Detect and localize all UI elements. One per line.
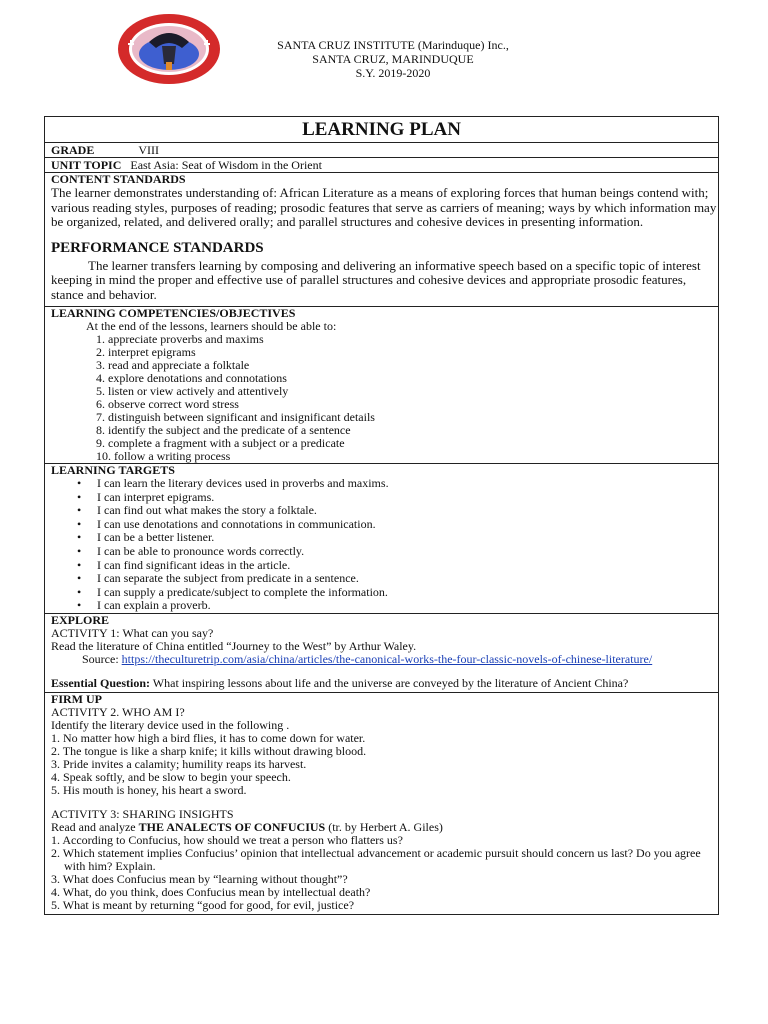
target-item: • I can separate the subject from predicate in a sentence. bbox=[79, 572, 718, 586]
competencies-section bbox=[45, 306, 718, 463]
competency-item: 1. appreciate proverbs and maxims bbox=[96, 332, 264, 346]
target-item: • I can find significant ideas in the article. bbox=[79, 559, 718, 573]
content-standards-label: CONTENT STANDARDS bbox=[51, 172, 186, 186]
target-item: • I can learn the literary devices used in proverbs and maxims. bbox=[79, 477, 718, 491]
competency-item: 5. listen or view actively and attentively bbox=[96, 384, 289, 398]
activity3-instruction-post: (tr. by Herbert A. Giles) bbox=[325, 819, 443, 834]
competency-item: 8. identify the subject and the predicate of a sentence bbox=[96, 423, 351, 437]
firm-up-section bbox=[45, 692, 718, 914]
unit-topic-value: East Asia: Seat of Wisdom in the Orient bbox=[130, 158, 322, 172]
performance-standards-body: The learner transfers learning by composing and delivering an informative speech based on a specific topic of interest keeping in mind the proper and effective use of parallel structures and cohesive devices and appropriate prosodic features, stance and behavior. bbox=[51, 257, 701, 302]
essential-question bbox=[51, 677, 718, 690]
performance-standards-text bbox=[51, 259, 718, 303]
competencies-intro: At the end of the lessons, learners should be able to: bbox=[86, 319, 337, 333]
targets-list bbox=[51, 477, 718, 613]
activity2-item: 1. No matter how high a bird flies, it has to come down for water. bbox=[51, 730, 366, 745]
essential-question-label: Essential Question: bbox=[51, 675, 151, 690]
activity3-item: 4. What, do you think, does Confucius mean by intellectual death? bbox=[51, 884, 371, 899]
competency-item: 3. read and appreciate a folktale bbox=[96, 358, 250, 372]
school-header bbox=[0, 38, 768, 80]
target-item: • I can be a better listener. bbox=[79, 531, 718, 545]
school-location: SANTA CRUZ, MARINDUQUE bbox=[312, 52, 474, 66]
competency-item: 7. distinguish between significant and insignificant details bbox=[96, 410, 375, 424]
plan-title: LEARNING PLAN bbox=[302, 119, 461, 140]
analects-title: THE ANALECTS OF CONFUCIUS bbox=[138, 819, 326, 834]
target-item: • I can find out what makes the story a folktale. bbox=[79, 504, 718, 518]
school-year: S.Y. 2019-2020 bbox=[355, 66, 431, 80]
competency-item: 4. explore denotations and connotations bbox=[96, 371, 287, 385]
competency-item: 10. follow a writing process bbox=[96, 449, 231, 463]
activity3-item: 2. Which statement implies Confucius’ opinion that intellectual advancement or academic pursuit should concern us last? Do you agree with him? Explain. bbox=[51, 845, 701, 873]
activity2-item: 3. Pride invites a calamity; humility reaps its harvest. bbox=[51, 756, 307, 771]
target-item: • I can explain a proverb. bbox=[79, 599, 718, 613]
activity3-instruction bbox=[51, 821, 718, 834]
performance-standards-label: PERFORMANCE STANDARDS bbox=[51, 239, 264, 256]
competencies-label: LEARNING COMPETENCIES/OBJECTIVES bbox=[51, 306, 296, 320]
activity2-item: 5. His mouth is honey, his heart a sword. bbox=[51, 782, 247, 797]
firm-up-label: FIRM UP bbox=[51, 691, 102, 706]
essential-question-text: What inspiring lessons about life and the universe are conveyed by the literature of Ancient China? bbox=[150, 675, 629, 690]
activity2-instruction: Identify the literary device used in the following . bbox=[51, 717, 290, 732]
explore-section bbox=[45, 613, 718, 692]
grade-row bbox=[45, 142, 718, 157]
explore-source bbox=[51, 653, 718, 666]
activity3-item: 3. What does Confucius mean by “learning without thought”? bbox=[51, 871, 348, 886]
activity2-list bbox=[51, 732, 718, 797]
target-item: • I can interpret epigrams. bbox=[79, 491, 718, 505]
content-standards-text: The learner demonstrates understanding of: African Literature as a means of exploring forces that human beings contend with; various reading styles, purposes of reading; prosodic features that serve as carriers of meaning; ways by which information may be organized, related, and delivered orally; and parallel structures and cohesive devices in presenting information. bbox=[51, 185, 717, 229]
unit-topic-label: UNIT TOPIC bbox=[51, 158, 122, 172]
activity3-item: 1. According to Confucius, how should we treat a person who flatters us? bbox=[51, 832, 403, 847]
activity2-item: 2. The tongue is like a sharp knife; it kills without drawing blood. bbox=[51, 743, 367, 758]
targets-label: LEARNING TARGETS bbox=[51, 463, 175, 477]
competency-item: 9. complete a fragment with a subject or a predicate bbox=[96, 436, 345, 450]
activity3-item: 5. What is meant by returning “good for good, for evil, justice? bbox=[51, 897, 355, 912]
explore-activity: ACTIVITY 1: What can you say? bbox=[51, 625, 214, 640]
explore-instruction: Read the literature of China entitled “Journey to the West” by Arthur Waley. bbox=[51, 638, 417, 653]
unit-topic-row bbox=[45, 157, 718, 172]
competencies-list bbox=[51, 333, 718, 463]
target-item: • I can be able to pronounce words correctly. bbox=[79, 545, 718, 559]
source-label: Source: bbox=[82, 651, 119, 666]
competency-item: 2. interpret epigrams bbox=[96, 345, 196, 359]
targets-section bbox=[45, 463, 718, 613]
source-link[interactable]: https://theculturetrip.com/asia/china/articles/the-canonical-works-the-four-classic-novels-of-chinese-literature/ bbox=[121, 651, 653, 666]
activity2-item: 4. Speak softly, and be slow to begin your speech. bbox=[51, 769, 291, 784]
explore-label: EXPLORE bbox=[51, 612, 110, 627]
competency-item: 6. observe correct word stress bbox=[96, 397, 239, 411]
grade-value: VIII bbox=[138, 143, 159, 157]
activity3-list bbox=[51, 834, 718, 912]
grade-label: GRADE bbox=[51, 143, 95, 157]
activity2-title: ACTIVITY 2. WHO AM I? bbox=[51, 704, 185, 719]
activity3-title: ACTIVITY 3: SHARING INSIGHTS bbox=[51, 806, 234, 821]
school-name: SANTA CRUZ INSTITUTE (Marinduque) Inc., bbox=[277, 38, 509, 52]
target-item: • I can supply a predicate/subject to complete the information. bbox=[79, 586, 718, 600]
activity3-instruction-pre: Read and analyze bbox=[51, 819, 139, 834]
target-item: • I can use denotations and connotations in communication. bbox=[79, 518, 718, 532]
standards-section bbox=[45, 172, 718, 306]
learning-plan-table bbox=[44, 116, 719, 915]
